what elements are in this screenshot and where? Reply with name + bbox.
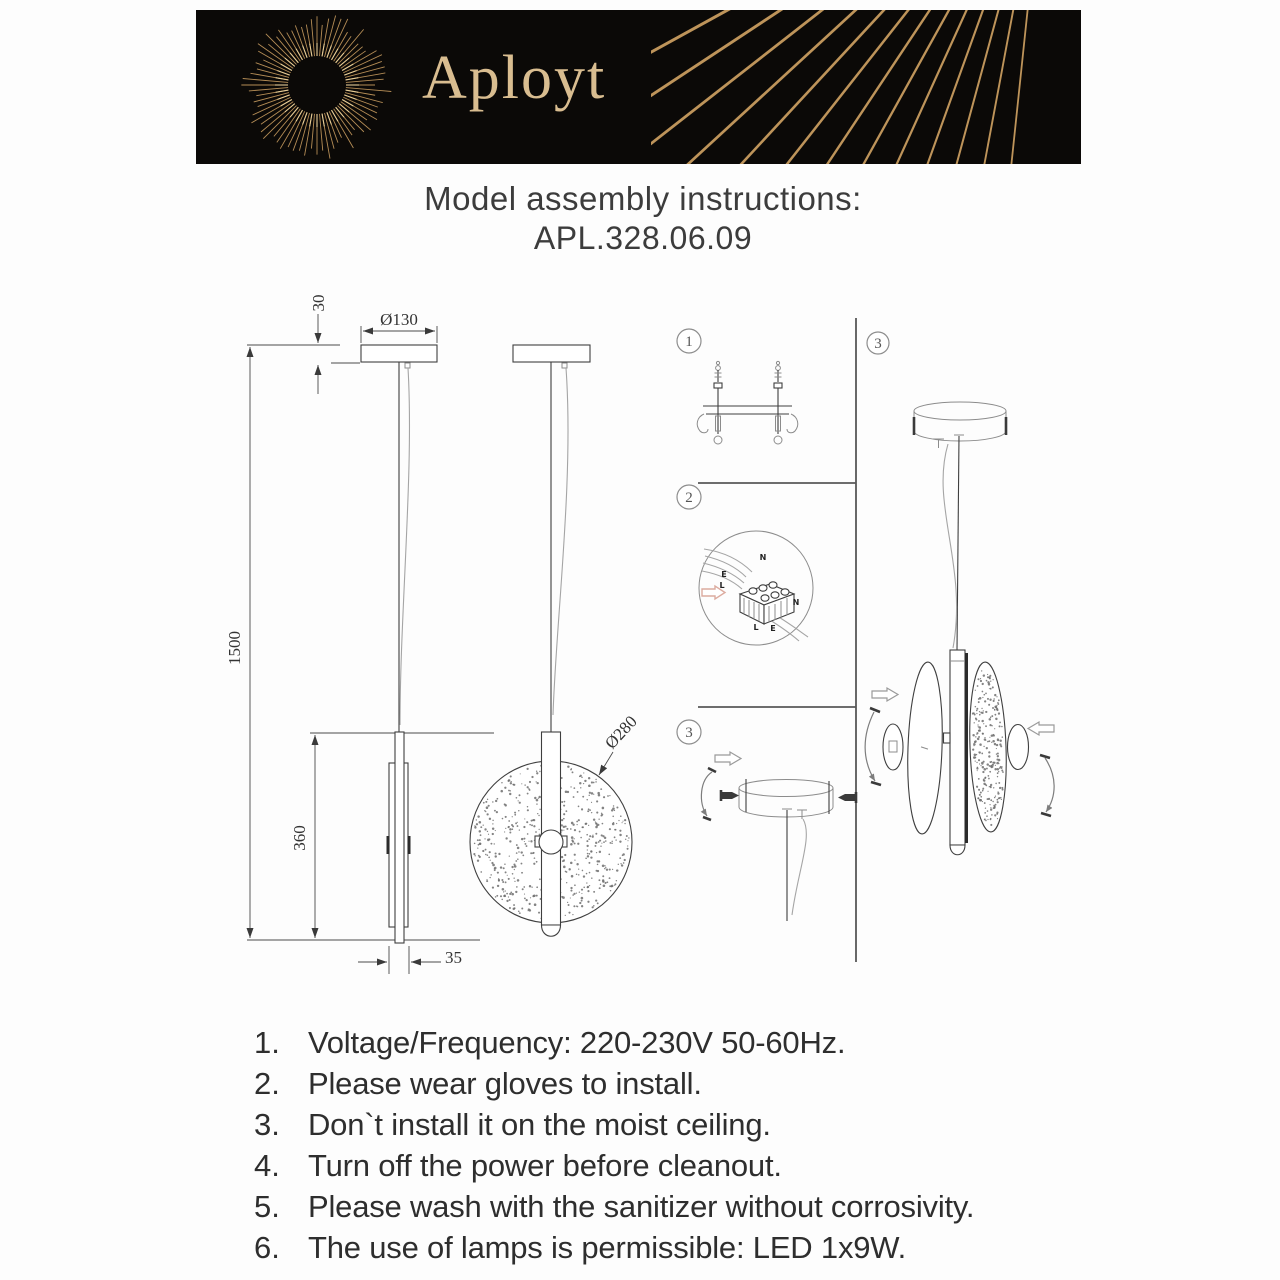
dimension-label-360: 360 [290,825,309,851]
svg-text:2: 2 [685,490,693,506]
wire-label-n: N [792,598,800,607]
instruction-item [0,1063,1280,1104]
lock-ring [883,724,903,770]
item-number: 1. [254,1025,280,1060]
item-number: 5. [254,1189,280,1224]
front-view-drawing [470,345,641,936]
canopy-front-view [513,345,590,362]
side-view-drawing [225,295,494,975]
item-number: 2. [254,1066,280,1101]
side-screw [721,779,746,812]
diffuser-disc-3d [967,661,1009,832]
anchor-screw [714,361,722,444]
item-number: 4. [254,1148,280,1183]
electric-wire [943,444,957,648]
instruction-item [0,1186,1280,1227]
suspension-cable [957,436,959,650]
instruction-item [0,1145,1280,1186]
lock-ring [1008,725,1029,770]
step-3-badge [867,332,889,354]
rotation-arrow-icon [701,772,712,816]
step-1-diagram [697,361,798,444]
step-3-badge [677,720,701,744]
anchor-screw [774,361,782,444]
rotation-arrow-icon [865,712,875,781]
center-hub [539,830,563,854]
steps-column [677,318,856,962]
svg-text:3: 3 [874,336,882,352]
stem-bar-3d [944,650,967,855]
rotation-arrow-icon [1045,758,1054,812]
item-text: Turn off the power before cleanout. [308,1148,782,1183]
wire-label-l: L [753,623,759,632]
dimension-label-1500: 1500 [225,631,244,665]
item-number: 6. [254,1230,280,1265]
dimension-label-d130: Ø130 [380,310,418,329]
svg-text:1: 1 [685,334,693,350]
step-3-exploded-column [865,332,1054,855]
dimension-label-30: 30 [309,294,328,312]
stem-bar-side [395,732,404,943]
item-text: Don`t install it on the moist ceiling. [308,1107,771,1142]
step-2-diagram [699,531,813,645]
dimension-label-d280: Ø280 [601,711,641,753]
brand-name: Aployt [422,44,607,112]
wire-label-e: E [770,624,776,633]
model-code: APL.328.06.09 [533,220,753,256]
stem-bottom-cap [542,925,561,936]
back-disc [905,661,945,834]
step-3-diagram [701,752,856,921]
item-text: The use of lamps is permissible: LED 1x9W. [308,1230,907,1265]
item-text: Please wear gloves to install. [308,1066,702,1101]
canopy-cover [739,780,833,797]
electric-wire [400,368,409,725]
direction-arrow-icon [872,688,898,701]
item-text: Voltage/Frequency: 220-230V 50-60Hz. [308,1025,846,1060]
instructions-list [0,1022,1280,1268]
dimension-label-35: 35 [445,948,462,967]
item-text: Please wash with the sanitizer without corrosivity. [308,1189,975,1224]
step-1-badge [677,329,701,353]
wire-label-e: E [721,570,727,579]
canopy-side-view [361,345,437,362]
wire-label-n: N [759,553,767,562]
direction-arrow-icon [715,752,741,765]
svg-text:3: 3 [685,725,693,741]
instruction-item [0,1227,1280,1268]
electric-wire [553,368,568,715]
terminal-block [740,582,794,624]
instruction-item [0,1104,1280,1145]
direction-arrow-icon [1028,722,1054,735]
step-2-badge [677,485,701,509]
item-number: 3. [254,1107,280,1142]
canopy-3d [914,402,1006,448]
instruction-item [0,1022,1280,1063]
wire-label-l: L [719,581,725,590]
stem-bar-front [542,732,561,925]
page-title: Model assembly instructions: [424,180,862,217]
